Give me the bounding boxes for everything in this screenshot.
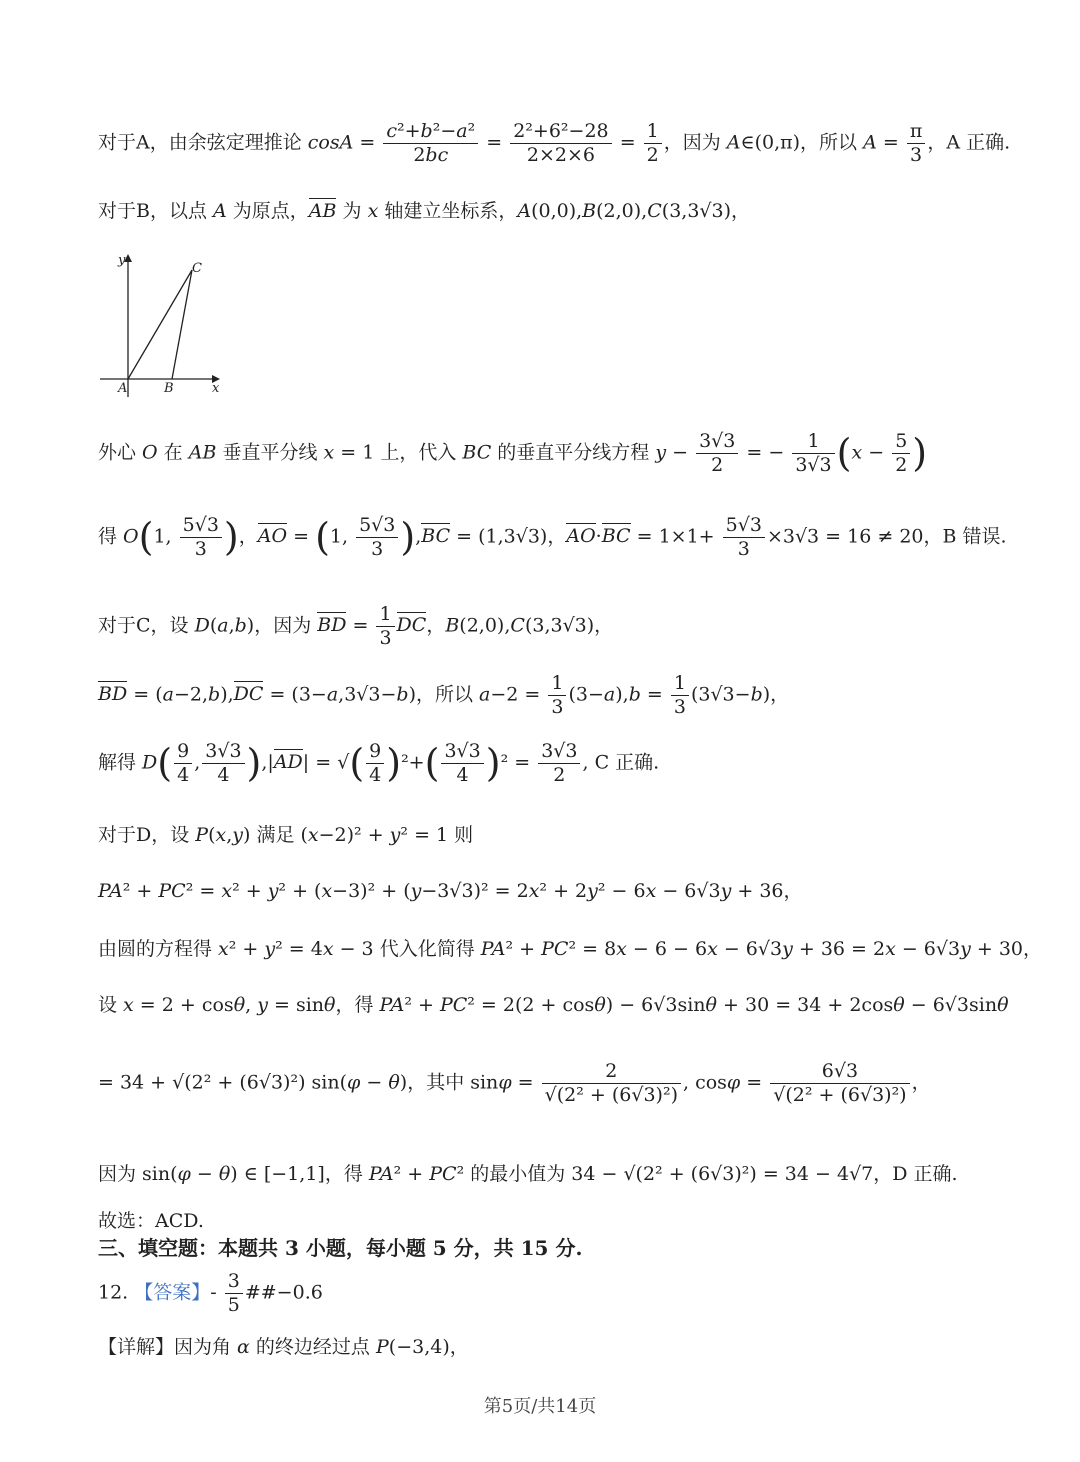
fraction: $\frac{1}{3}$	[548, 672, 566, 719]
fraction: $\frac{5√3}{3}$	[723, 514, 765, 561]
option-b-line: 对于B，以点 A 为原点，AB 为 x 轴建立坐标系，A(0,0),B(2,0),C(3,3√3)，	[98, 200, 751, 222]
fraction: $\frac{5√3}{3}$	[180, 514, 222, 561]
point-c-label: C	[192, 261, 202, 276]
final-selection: 故选：ACD.	[98, 1210, 204, 1232]
option-d-amplitude: = 34 + √(2² + (6√3)²) sin(φ − θ)，其中 sinφ = $\frac{2}{\text{√(2² + (6√3)²)}}$ , cosφ = $\frac{6√3}{\text{√(2² + (6√3)²)}}$ ，	[98, 1060, 931, 1106]
fraction: $\frac{\text{2²+6²−28}}{2\times 2\times 6}$	[510, 120, 611, 167]
vector-line: 得 O(1, $\frac{5√3}{3}$ )，AO = (1, $\frac{5√3}{3}$ ),BC = (1,3√3)，AO·BC = 1×1+ $\frac{5√3}{3}$ ×3√3 = 16 ≠ 20，B 错误.	[98, 514, 1007, 560]
option-d-expand: PA² + PC² = x² + y² + (x−3)² + (y−3√3)² = 2x² + 2y² − 6x − 6√3y + 36，	[98, 880, 803, 902]
option-c-line: 对于C，设 D(a,b)，因为 BD = $\frac{1}{3}$ DC，B(2,0),C(3,3√3)，	[98, 603, 614, 649]
fraction: $\frac{\pi}{3}$	[907, 120, 926, 167]
fraction: $\frac{5√3}{3}$	[356, 514, 398, 561]
fraction: $\frac{6√3}{\text{√(2² + (6√3)²)}}$	[770, 1060, 909, 1107]
page-footer: 第5页/共14页	[483, 1396, 597, 1417]
option-d-min: 因为 sin(φ − θ) ∈ [−1,1]，得 PA² + PC² 的最小值为 34 − √(2² + (6√3)²) = 34 − 4√7，D 正确.	[98, 1163, 958, 1185]
fraction: $\frac{5}{2}$	[892, 430, 910, 477]
fraction: $\frac{1}{3}$	[376, 603, 394, 650]
fraction: $\frac{9}{4}$	[174, 740, 192, 787]
circumcenter-line: 外心 O 在 AB 垂直平分线 x = 1 上，代入 BC 的垂直平分线方程 y − $\frac{3√3}{2}$ = − $\frac{1}{3√3}$ (x − $\frac{5}{2}$ )	[98, 430, 928, 476]
fraction: $\frac{1}{3}$	[671, 672, 689, 719]
option-d-simplify: 由圆的方程得 x² + y² = 4x − 3 代入化简得 PA² + PC² = 8x − 6 − 6x − 6√3y + 36 = 2x − 6√3y + 30，	[98, 938, 1043, 960]
fraction: $\frac{1}{2}$	[644, 120, 662, 167]
fraction: $\frac{9}{4}$	[366, 740, 384, 787]
triangle-figure	[96, 252, 226, 397]
fraction: $\frac{2}{\text{√(2² + (6√3)²)}}$	[542, 1060, 681, 1107]
option-c-vectors: BD = (a−2,b),DC = (3−a,3√3−b)，所以 a−2 = $\frac{1}{3}$ (3−a),b = $\frac{1}{3}$ (3√3−b)，	[98, 672, 790, 718]
fraction: $\frac{3√3}{2}$	[696, 430, 738, 477]
fraction: $\frac{3}{5}$	[225, 1270, 243, 1317]
option-d-param: 设 x = 2 + cosθ, y = sinθ，得 PA² + PC² = 2(2 + cosθ) − 6√3sinθ + 30 = 34 + 2cosθ − 6√3sinθ	[98, 994, 1009, 1016]
point-a-label: A	[118, 381, 128, 396]
question-12-answer: 12. 【答案】- $\frac{3}{5}$ ##−0.6	[98, 1270, 323, 1316]
fraction: $\frac{\text{c²+b²−a²}}{2bc}$	[383, 120, 478, 167]
fraction: $\frac{3√3}{4}$	[202, 740, 244, 787]
x-axis-label: x	[212, 381, 220, 396]
fraction: $\frac{3√3}{4}$	[441, 740, 483, 787]
option-a-line: 对于A，由余弦定理推论 cosA = $\frac{\text{c²+b²−a²}}{2bc}$ = $\frac{\text{2²+6²−28}}{2\times 2\times 6}$ = $\frac{1}{2}$ ，因为 A∈(0,π)，所以 A = $\frac{\pi}{3}$ ，A 正确.	[98, 120, 1011, 166]
option-c-result: 解得 D( $\frac{9}{4}$ , $\frac{3√3}{4}$ ),|AD| = √( $\frac{9}{4}$ )²+( $\frac{3√3}{4}$ )² = $\frac{3√3}{2}$ , C 正确.	[98, 740, 660, 786]
y-axis-label: y	[118, 253, 126, 268]
question-12-explanation: 【详解】因为角 α 的终边经过点 P(−3,4)，	[98, 1336, 469, 1358]
option-d-line: 对于D，设 P(x,y) 满足 (x−2)² + y² = 1 则	[98, 824, 474, 846]
fraction: $\frac{1}{3√3}$	[792, 430, 834, 477]
fraction: $\frac{3√3}{2}$	[538, 740, 580, 787]
point-b-label: B	[164, 381, 174, 396]
section-heading: 三、填空题：本题共 3 小题，每小题 5 分，共 15 分.	[98, 1236, 583, 1260]
